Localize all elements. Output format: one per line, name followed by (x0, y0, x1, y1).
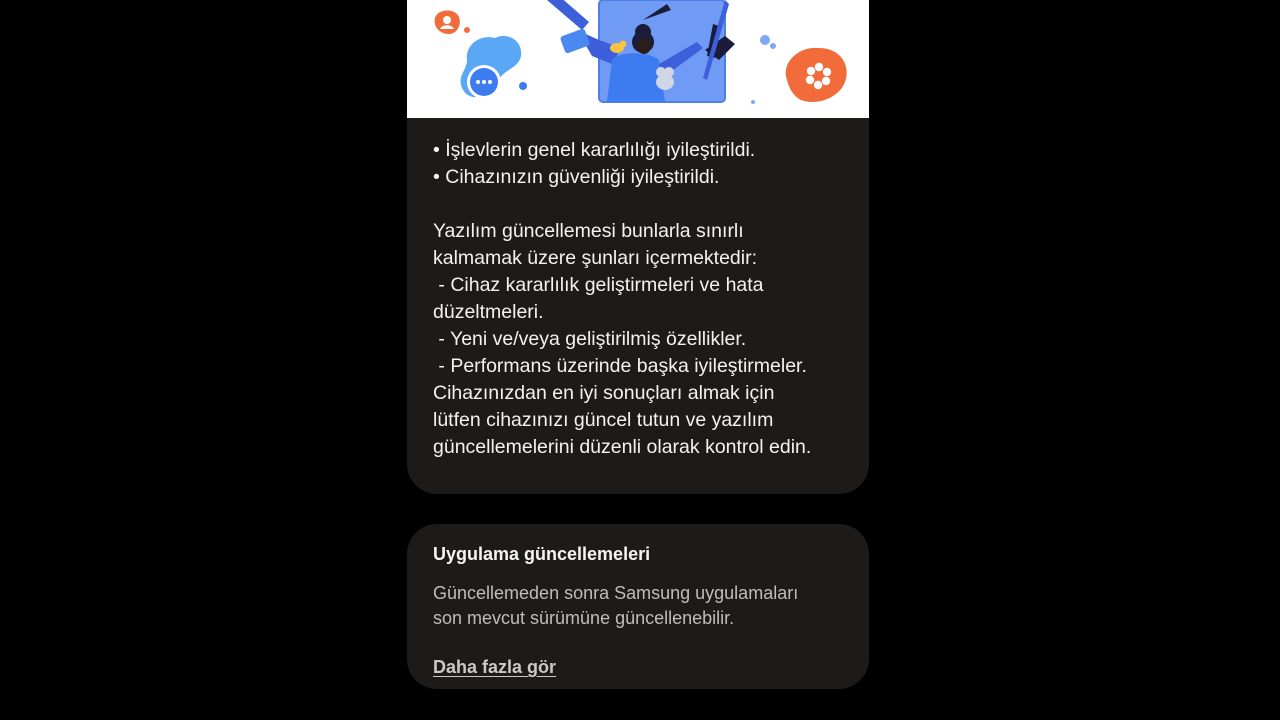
chat-bubble-icon (461, 36, 527, 99)
body-line: Yazılım güncellemesi bunlarla sınırlı (433, 220, 744, 242)
body-line: düzeltmeleri. (433, 301, 544, 323)
body-line: Cihazınızdan en iyi sonuçları almak için (433, 382, 775, 404)
body-line: - Performans üzerinde başka iyileştirmeler. (433, 355, 807, 377)
update-illustration (407, 0, 869, 118)
dog-icon (656, 67, 674, 90)
app-updates-card (407, 524, 869, 689)
app-updates-description (433, 581, 853, 631)
body-line: güncellemelerini düzenli olarak kontrol edin. (433, 436, 812, 458)
description-line: Güncellemeden sonra Samsung uygulamaları (433, 583, 799, 603)
flower-icon (786, 48, 847, 102)
app-updates-title: Uygulama güncellemeleri (433, 544, 651, 564)
description-line: son mevcut sürümüne güncellenebilir. (433, 608, 735, 628)
bullet-stability: • İşlevlerin genel kararlılığı iyileştirildi. (433, 139, 756, 161)
bullet-security: • Cihazınızın güvenliği iyileştirildi. (433, 166, 720, 188)
body-line: kalmamak üzere şunları içermektedir: (433, 247, 758, 269)
see-more-link[interactable]: Daha fazla gör (433, 657, 557, 677)
person-badge-icon (435, 11, 470, 34)
paragraph-gap (433, 191, 853, 218)
body-line: - Yeni ve/veya geliştirilmiş özellikler. (433, 328, 747, 350)
update-notes-text (433, 137, 853, 461)
body-line: lütfen cihazınızı güncel tutun ve yazılım (433, 409, 774, 431)
update-details-card (407, 0, 869, 494)
illustration-art (407, 0, 869, 118)
dots-decor (751, 35, 776, 104)
body-line: - Cihaz kararlılık geliştirmeleri ve hata (433, 274, 764, 296)
